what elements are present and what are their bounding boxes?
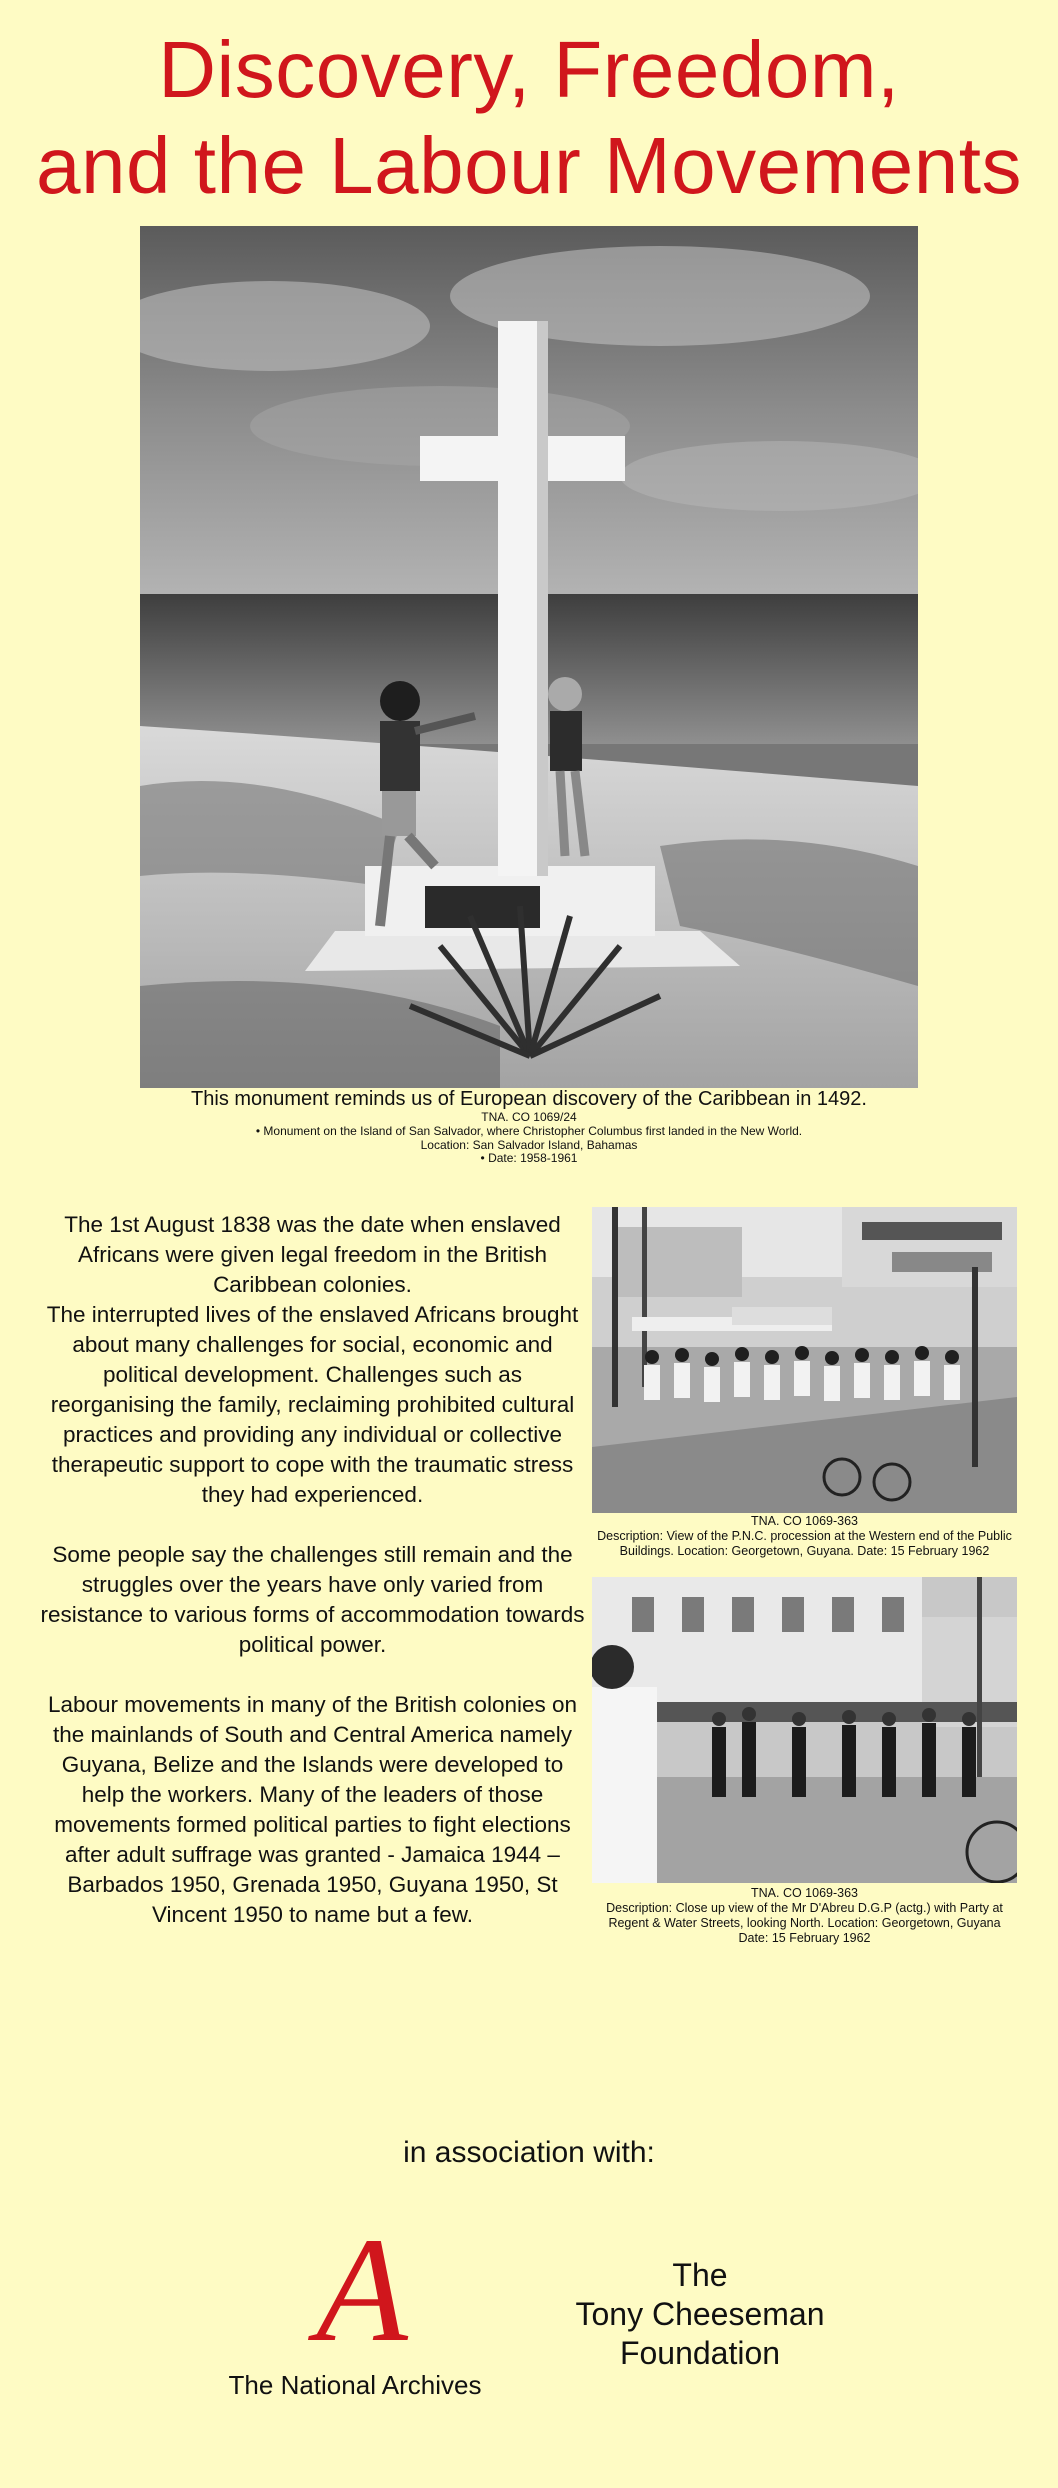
paragraph-challenges: The interrupted lives of the enslaved Africans brought about many challenges for social, economic and political development. Challenges such as reorganising the family, reclaiming prohibited cultural practices and providing any individual or collective therapeutic support to cope with the traumatic stress they had experienced. <box>46 1302 579 1507</box>
tcf-line-2: Tony Cheeseman <box>575 2296 825 2332</box>
party-street-caption-ref: TNA. CO 1069-363 <box>751 1886 858 1900</box>
title-line-1: Discovery, Freedom, <box>158 25 900 114</box>
monument-caption <box>0 1088 1058 1166</box>
procession-photo-illustration <box>592 1207 1017 1513</box>
body-text <box>40 1210 585 1930</box>
association-heading: in association with: <box>403 2136 655 2169</box>
party-street-caption-description: Description: Close up view of the Mr D'Abreu D.G.P (actg.) with Party at Regent & Water Streets, looking North. Location: Georgetown, Guyana Date: 15 February 1962 <box>606 1901 1003 1945</box>
party-street-photo-illustration <box>592 1577 1017 1883</box>
monument-photo-illustration <box>140 226 918 1088</box>
monument-caption-location: Location: San Salvador Island, Bahamas <box>420 1137 638 1152</box>
monument-caption-headline: This monument reminds us of European discovery of the Caribbean in 1492. <box>191 1088 867 1110</box>
national-archives-logo-letter: A <box>316 2228 408 2358</box>
monument-caption-date: • Date: 1958-1961 <box>480 1151 578 1166</box>
party-street-caption <box>592 1886 1017 1946</box>
national-archives-logo <box>272 2228 442 2358</box>
procession-caption-description: Description: View of the P.N.C. procession at the Western end of the Public Buildings. Location: Georgetown, Guyana. Date: 15 February 1962 <box>597 1529 1012 1558</box>
party-street-photo <box>592 1577 1017 1883</box>
tcf-line-3: Foundation <box>619 2335 781 2371</box>
page-title <box>0 22 1058 214</box>
procession-caption-ref: TNA. CO 1069-363 <box>751 1514 858 1528</box>
tcf-line-1: The <box>672 2257 728 2293</box>
paragraph-struggles: Some people say the challenges still remain and the struggles over the years have only varied from resistance to various forms of accommodation towards political power. <box>40 1542 585 1657</box>
procession-photo <box>592 1207 1017 1513</box>
procession-caption <box>592 1514 1017 1559</box>
monument-caption-ref: TNA. CO 1069/24 <box>481 1110 577 1124</box>
national-archives-name: The National Archives <box>228 2370 482 2400</box>
paragraph-gap <box>40 1660 585 1690</box>
paragraph-gap <box>40 1510 585 1540</box>
tony-cheeseman-foundation-name <box>540 2256 860 2373</box>
title-line-2: and the Labour Movements <box>36 121 1022 210</box>
paragraph-labour-movements: Labour movements in many of the British colonies on the mainlands of South and Central America namely Guyana, Belize and the Islands were developed to help the workers. Many of the leaders of those movements formed political parties to fight elections after adult suffrage was granted - Jamaica 1944 – Barbados 1950, Grenada 1950, Guyana 1950, St Vincent 1950 to name but a few. <box>47 1692 578 1927</box>
monument-photo <box>140 226 918 1088</box>
monument-caption-description: • Monument on the Island of San Salvador, where Christopher Columbus first landed in the New World. <box>255 1123 803 1138</box>
paragraph-freedom: The 1st August 1838 was the date when enslaved Africans were given legal freedom in the British Caribbean colonies. <box>64 1212 561 1297</box>
